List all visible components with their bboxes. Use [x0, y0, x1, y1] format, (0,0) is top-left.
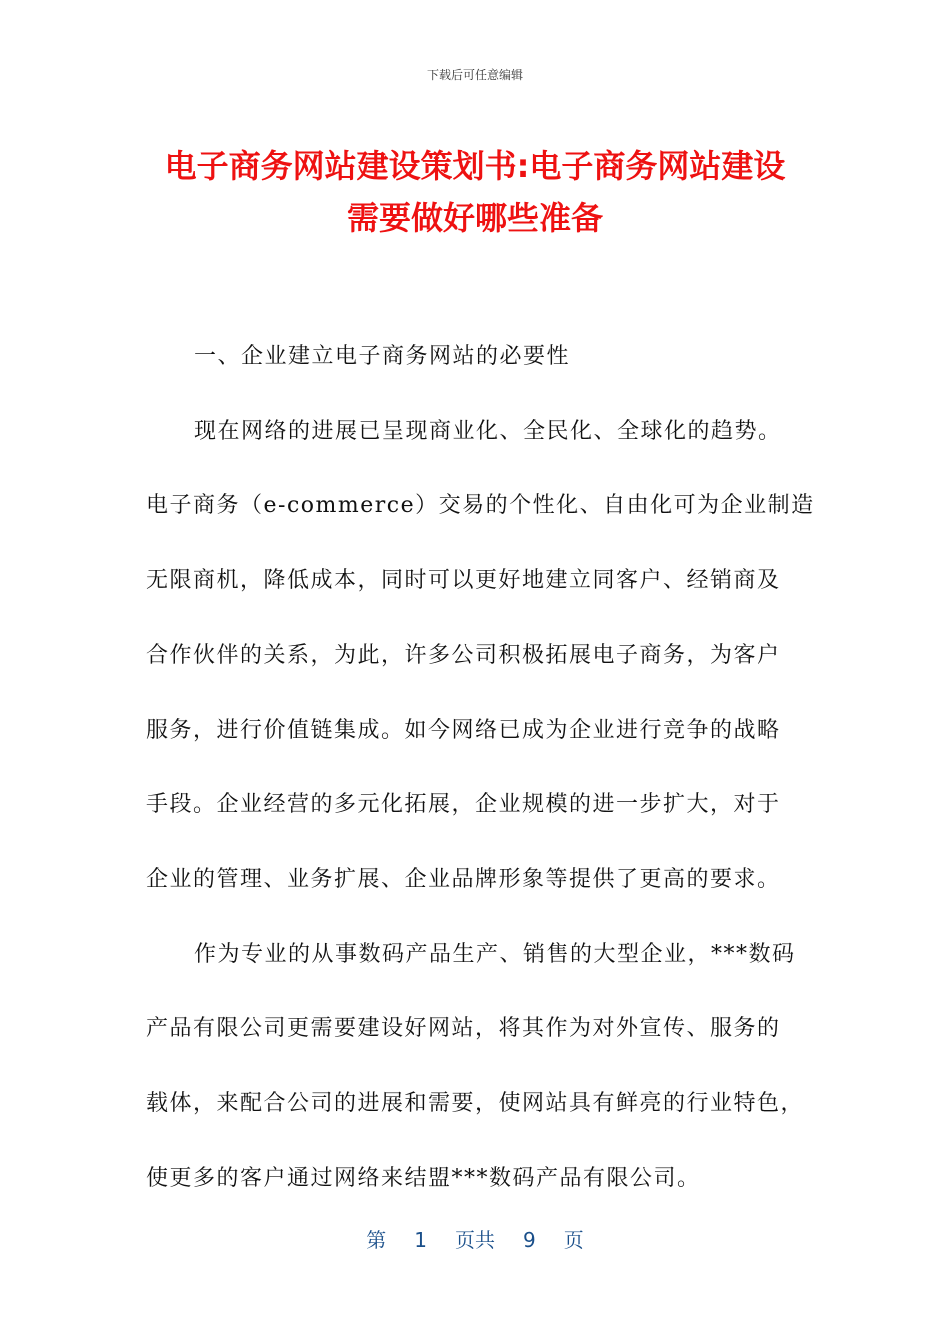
section-heading	[146, 320, 808, 395]
page-footer	[0, 1224, 950, 1253]
document-title	[120, 140, 830, 244]
paragraph-line: 服务，进行价值链集成。如今网络已成为企业进行竞争的战略	[146, 717, 781, 743]
paragraph-line: 合作伙伴的关系，为此，许多公司积极拓展电子商务，为客户	[146, 642, 781, 668]
page-suffix: 页	[563, 1228, 584, 1252]
paragraph-line: 载体，来配合公司的进展和需要，使网站具有鲜亮的行业特色，	[146, 1091, 805, 1117]
title-line-1: 电子商务网站建设策划书:电子商务网站建设	[164, 147, 786, 185]
paragraph-line: 手段。企业经营的多元化拓展，企业规模的进一步扩大，对于	[146, 792, 781, 818]
document-body	[146, 320, 815, 1216]
header-note: 下载后可任意编辑	[426, 68, 523, 82]
section-heading-text: 一、企业建立电子商务网站的必要性	[194, 344, 571, 369]
paragraph-line: 电子商务（e-commerce）交易的个性化、自由化可为企业制造	[146, 493, 815, 519]
paragraph-line: 无限商机，降低成本，同时可以更好地建立同客户、经销商及	[146, 568, 781, 594]
page-prefix: 第	[366, 1228, 387, 1252]
page-total: 9	[523, 1228, 536, 1252]
paragraph-line: 产品有限公司更需要建设好网站，将其作为对外宣传、服务的	[146, 1016, 781, 1042]
title-line-2: 需要做好哪些准备	[346, 199, 603, 237]
page-mid: 页共	[455, 1228, 495, 1252]
paragraph-1	[146, 395, 815, 918]
page-current: 1	[414, 1228, 427, 1252]
paragraph-line: 企业的管理、业务扩展、企业品牌形象等提供了更高的要求。	[146, 866, 781, 892]
paragraph-line: 作为专业的从事数码产品生产、销售的大型企业，***数码	[194, 941, 796, 967]
paragraph-2	[146, 918, 808, 1217]
paragraph-line: 现在网络的进展已呈现商业化、全民化、全球化的趋势。	[194, 418, 782, 444]
paragraph-line: 使更多的客户通过网络来结盟***数码产品有限公司。	[146, 1165, 701, 1191]
